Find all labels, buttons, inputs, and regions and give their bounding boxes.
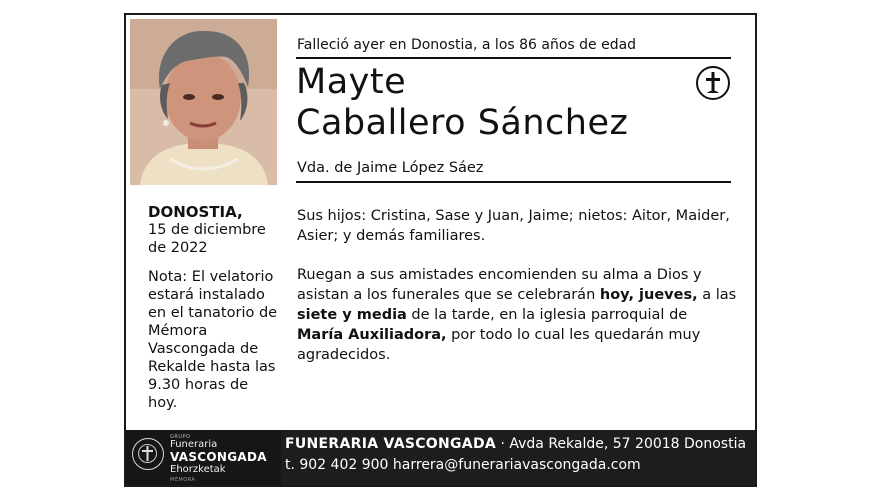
message-church: María Auxiliadora, bbox=[297, 327, 447, 343]
footer-company-address bbox=[285, 436, 746, 452]
message-part-1: Ruegan a sus amistades encomienden su alma a Dios y asistan a los funerales que se celebrarán bbox=[297, 267, 702, 303]
widow-of-line: Vda. de Jaime López Sáez bbox=[297, 160, 484, 176]
funeral-message bbox=[297, 265, 737, 365]
family-list: Sus hijos: Cristina, Sase y Juan, Jaime; nietos: Aitor, Maider, Asier; y demás familiares. bbox=[297, 208, 730, 244]
funeral-home-footer bbox=[126, 430, 755, 485]
message-time: siete y media bbox=[297, 307, 407, 323]
message-part-2: a las bbox=[697, 287, 737, 303]
footer-company-name: FUNERARIA VASCONGADA bbox=[285, 436, 497, 452]
name-divider bbox=[296, 181, 731, 183]
logo-emblem-icon bbox=[132, 438, 164, 470]
wake-note: Nota: El velatorio estará instalado en el tanatorio de Mémora Vascongada de Rekalde hasta las 9.30 horas de hoy. bbox=[148, 269, 278, 411]
logo-memora-text: MÉMORA bbox=[170, 477, 196, 483]
footer-address: · Avda Rekalde, 57 20018 Donostia bbox=[496, 436, 747, 452]
funeral-home-logo bbox=[126, 430, 281, 485]
top-divider bbox=[296, 57, 731, 59]
message-day: hoy, jueves, bbox=[599, 287, 698, 303]
deceased-surname: Caballero Sánchez bbox=[296, 103, 629, 143]
portrait-image bbox=[130, 19, 277, 185]
message-part-4: por todo lo cual les quedarán muy agradecidos. bbox=[297, 327, 701, 363]
location-city: DONOSTIA, bbox=[148, 203, 243, 221]
footer-contact: t. 902 402 900 harrera@funerariavascongada.com bbox=[285, 457, 641, 473]
notice-date: 15 de diciembre de 2022 bbox=[148, 222, 266, 256]
logo-funeraria-text: Funeraria bbox=[170, 439, 218, 450]
portrait-photo bbox=[130, 19, 277, 185]
deceased-first-name: Mayte bbox=[296, 62, 407, 102]
cross-icon bbox=[696, 66, 730, 100]
death-notice-header: Falleció ayer en Donostia, a los 86 años de edad bbox=[297, 37, 637, 53]
location-date-column bbox=[148, 203, 278, 412]
message-part-3: de la tarde, en la iglesia parroquial de bbox=[406, 307, 688, 323]
deceased-name bbox=[296, 62, 628, 144]
logo-grupo-text: GRUPO bbox=[170, 434, 191, 440]
logo-vascongada-text: VASCONGADA bbox=[170, 450, 267, 464]
obituary-card bbox=[124, 13, 757, 487]
logo-ehorzketak-text: Ehorzketak bbox=[170, 464, 226, 475]
